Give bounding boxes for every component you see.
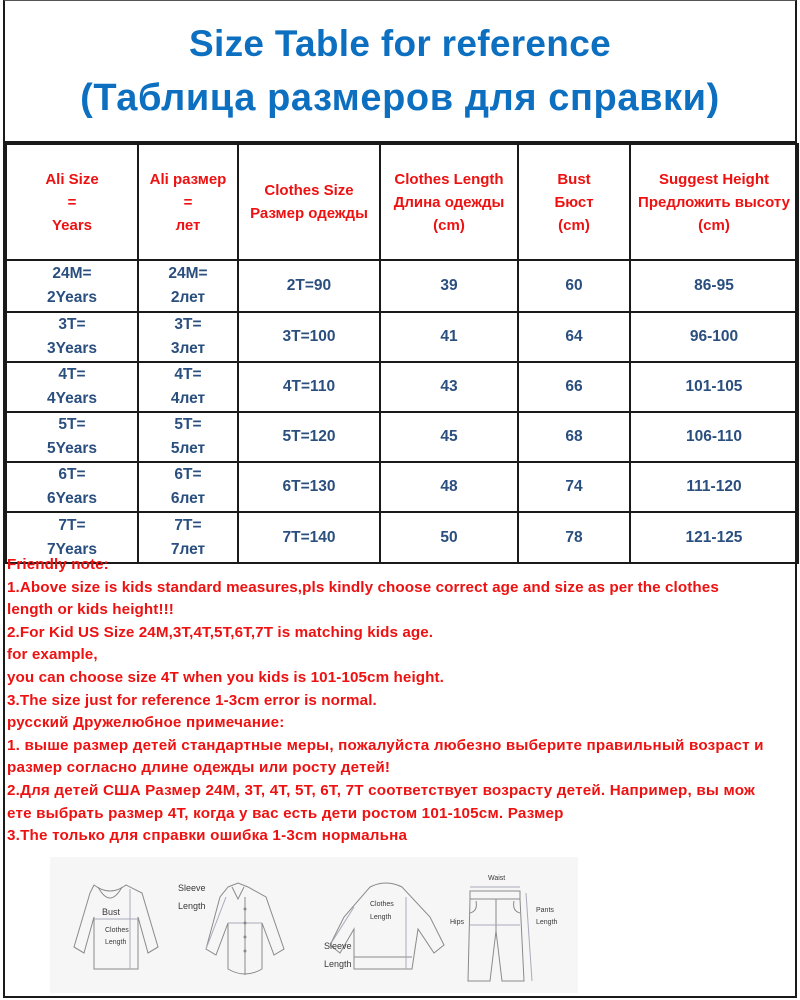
header-bust: Bust Бюст (cm) <box>518 144 630 260</box>
label-clothes: Clothes <box>370 901 394 908</box>
header-clothes-length: Clothes Length Длина одежды (cm) <box>380 144 518 260</box>
label-bust: Bust <box>102 907 121 917</box>
label-sleeve: Sleeve <box>178 883 206 893</box>
cell-bust: 78 <box>518 512 630 563</box>
size-table <box>5 143 799 564</box>
cell-bust: 60 <box>518 260 630 312</box>
label-pants: Pants <box>536 907 554 914</box>
cell-ali-size: 24M= 2Years <box>6 260 138 312</box>
cell-height: 101-105 <box>630 362 798 412</box>
size-chart-page <box>3 0 797 998</box>
label-length: Length <box>178 901 206 911</box>
cell-ali-size: 3T= 3Years <box>6 312 138 362</box>
cell-bust: 66 <box>518 362 630 412</box>
cell-clothes-size: 4T=110 <box>238 362 380 412</box>
label-sleeve: Sleeve <box>324 941 352 951</box>
cell-clothes-length: 48 <box>380 462 518 512</box>
cell-bust: 74 <box>518 462 630 512</box>
header-suggest-height: Suggest Height Предложить высоту (cm) <box>630 144 798 260</box>
measurement-diagram <box>50 857 578 993</box>
note-line: 3.The только для справки ошибка 1-3cm нормальна <box>7 827 408 845</box>
cell-clothes-size: 5T=120 <box>238 412 380 462</box>
shirt-icon <box>206 883 284 975</box>
cell-ali-size: 6T= 6Years <box>6 462 138 512</box>
note-heading-russian: русский Дружелюбное примечание: <box>7 714 285 732</box>
cell-clothes-length: 41 <box>380 312 518 362</box>
table-row <box>6 312 798 362</box>
cell-clothes-size: 2T=90 <box>238 260 380 312</box>
cell-ali-razmer: 7T= 7лет <box>138 512 238 563</box>
sweater-icon <box>330 883 444 969</box>
note-line: length or kids height!!! <box>7 601 174 619</box>
label-length: Length <box>105 939 127 946</box>
header-clothes-size: Clothes Size Размер одежды <box>238 144 380 260</box>
note-line: you can choose size 4T when you kids is 101-105cm height. <box>7 668 445 686</box>
cell-ali-size: 7T= 7Years <box>6 512 138 563</box>
pants-icon <box>468 887 532 981</box>
title-russian: (Таблица размеров для справки) <box>80 77 720 119</box>
cell-height: 86-95 <box>630 260 798 312</box>
note-line: 1.Above size is kids standard measures,pls kindly choose correct age and size as per the clothes <box>7 578 719 596</box>
cell-ali-size: 5T= 5Years <box>6 412 138 462</box>
table-row <box>6 362 798 412</box>
label-length: Length <box>324 959 352 969</box>
cell-ali-size: 4T= 4Years <box>6 362 138 412</box>
label-length: Length <box>536 919 558 926</box>
friendly-notes <box>7 554 797 848</box>
header-ali-razmer: Ali размер = лет <box>138 144 238 260</box>
cell-ali-razmer: 24M= 2лет <box>138 260 238 312</box>
note-line: 2.For Kid US Size 24M,3T,4T,5T,6T,7T is matching kids age. <box>7 623 434 641</box>
note-line: размер согласно длине одежды или росту детей! <box>7 759 391 777</box>
table-row <box>6 412 798 462</box>
table-header-row <box>6 144 798 260</box>
header-ali-size: Ali Size = Years <box>6 144 138 260</box>
title-block <box>5 1 795 143</box>
cell-ali-razmer: 5T= 5лет <box>138 412 238 462</box>
cell-clothes-size: 7T=140 <box>238 512 380 563</box>
label-clothes: Clothes <box>105 927 129 934</box>
cell-clothes-length: 45 <box>380 412 518 462</box>
cell-height: 121-125 <box>630 512 798 563</box>
label-waist: Waist <box>488 875 506 882</box>
cell-clothes-length: 43 <box>380 362 518 412</box>
table-row <box>6 260 798 312</box>
cell-clothes-size: 6T=130 <box>238 462 380 512</box>
cell-bust: 64 <box>518 312 630 362</box>
note-line: 3.The size just for reference 1-3cm error is normal. <box>7 691 377 709</box>
cell-bust: 68 <box>518 412 630 462</box>
cell-height: 106-110 <box>630 412 798 462</box>
note-heading: Friendly note: <box>7 556 109 573</box>
title-english: Size Table for reference <box>189 23 611 64</box>
label-hips: Hips <box>450 919 465 926</box>
note-line: 1. выше размер детей стандартные меры, пожалуйста любезно выберите правильный возраст и <box>7 736 764 754</box>
cell-ali-razmer: 6T= 6лет <box>138 462 238 512</box>
cell-height: 96-100 <box>630 312 798 362</box>
cell-clothes-length: 50 <box>380 512 518 563</box>
cell-ali-razmer: 4T= 4лет <box>138 362 238 412</box>
cell-clothes-size: 3T=100 <box>238 312 380 362</box>
note-line: 2.Для детей США Размер 24M, 3T, 4T, 5T, 6T, 7T соответствует возрасту детей. Например, вы мож <box>7 781 755 799</box>
cell-clothes-length: 39 <box>380 260 518 312</box>
note-line: for example, <box>7 646 98 664</box>
note-line: ете выбрать размер 4T, когда у вас есть дети ростом 101-105см. Размер <box>7 804 564 822</box>
cell-ali-razmer: 3T= 3лет <box>138 312 238 362</box>
cell-height: 111-120 <box>630 462 798 512</box>
label-length: Length <box>370 914 392 921</box>
table-row <box>6 462 798 512</box>
